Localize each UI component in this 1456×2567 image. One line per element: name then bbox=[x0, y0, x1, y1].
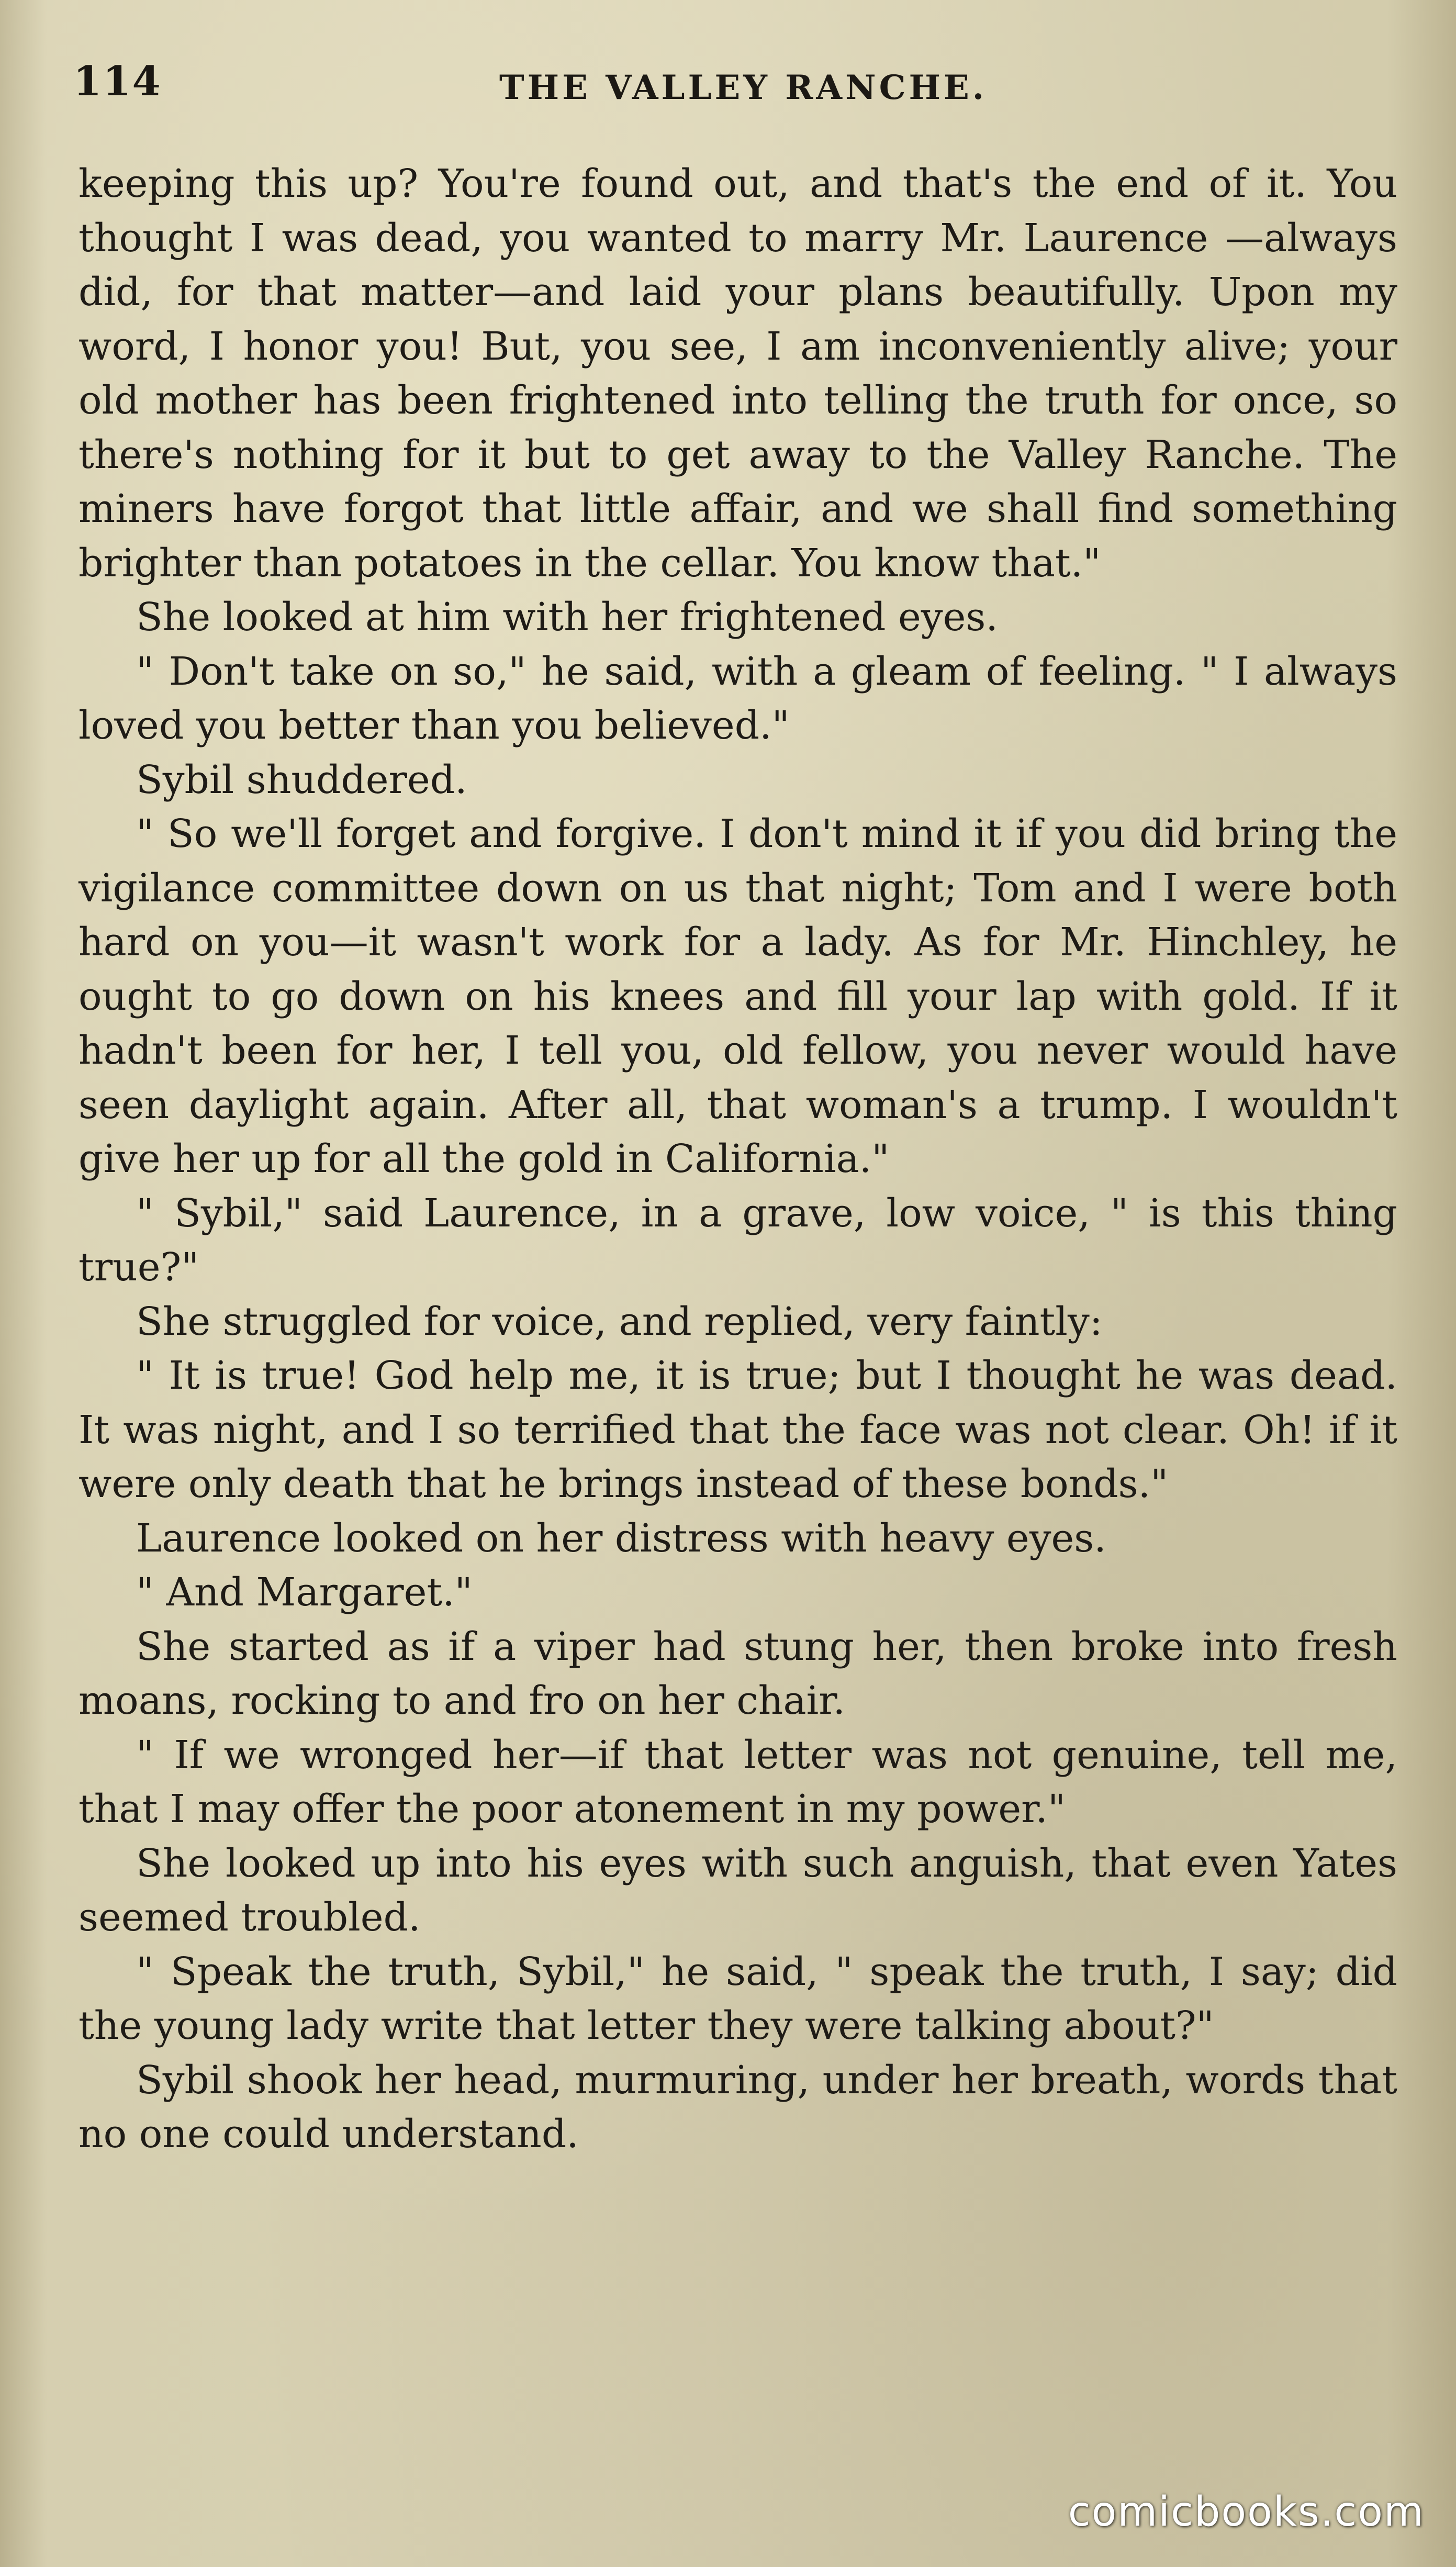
paragraph-14: " Speak the truth, Sybil," he said, " speak the truth, I say; did the young lady write that letter they were talking about?" bbox=[79, 1949, 1397, 2048]
paragraph-7: She struggled for voice, and replied, very faintly: bbox=[136, 1299, 1103, 1344]
paragraph-11: She started as if a viper had stung her, then broke into fresh moans, rocking to and fro on her chair. bbox=[79, 1624, 1397, 1723]
paragraph-5: " So we'll forget and forgive. I don't mind it if you did bring the vigilance committee down on us that night; Tom and I were both hard on you—it wasn't work for a lady. As for Mr. Hinchley, he ought to go down on his knees and fill your lap with gold. If it hadn't been for her, I tell you, old fellow, you never would have seen daylight again. After all, that woman's a trump. I wouldn't give her up for all the gold in California." bbox=[79, 811, 1397, 1181]
paragraph-2: She looked at him with her frightened eyes. bbox=[136, 595, 998, 640]
paragraph-8: " It is true! God help me, it is true; but I thought he was dead. It was night, and I so terrified that the face was not clear. Oh! if it were only death that he brings instead of these bonds." bbox=[79, 1353, 1397, 1506]
paragraph-4: Sybil shuddered. bbox=[136, 757, 467, 802]
watermark: comicbooks.com bbox=[1068, 2488, 1425, 2536]
paragraph-13: She looked up into his eyes with such anguish, that even Yates seemed troubled. bbox=[79, 1840, 1397, 1940]
paragraph-6: " Sybil," said Laurence, in a grave, low voice, " is this thing true?" bbox=[79, 1190, 1397, 1290]
page-number: 114 bbox=[73, 58, 162, 105]
paragraph-1: keeping this up? You're found out, and that's the end of it. You thought I was dead, you wanted to marry Mr. Laurence —always did, for that matter—and laid your plans beautifully. Upon my word, I honor you! But, you see, I am inconveniently alive; your old mother has been frightened into telling the truth for once, so there's nothing for it but to get away to the Valley Ranche. The miners have forgot that little affair, and we shall find something brighter than potatoes in the cellar. You know that." bbox=[79, 161, 1397, 586]
paragraph-10: " And Margaret." bbox=[136, 1570, 473, 1615]
paragraph-3: " Don't take on so," he said, with a gleam of feeling. " I always loved you better than you believed." bbox=[79, 649, 1397, 748]
paragraph-15: Sybil shook her head, murmuring, under her breath, words that no one could understand. bbox=[79, 2057, 1397, 2157]
paragraph-12: " If we wronged her—if that letter was not genuine, tell me, that I may offer the poor atonement in my power." bbox=[79, 1732, 1397, 1832]
running-head: THE VALLEY RANCHE. bbox=[499, 68, 988, 107]
paragraph-9: Laurence looked on her distress with heavy eyes. bbox=[136, 1515, 1106, 1561]
body-text bbox=[79, 157, 1397, 2162]
page-header bbox=[73, 58, 1413, 120]
